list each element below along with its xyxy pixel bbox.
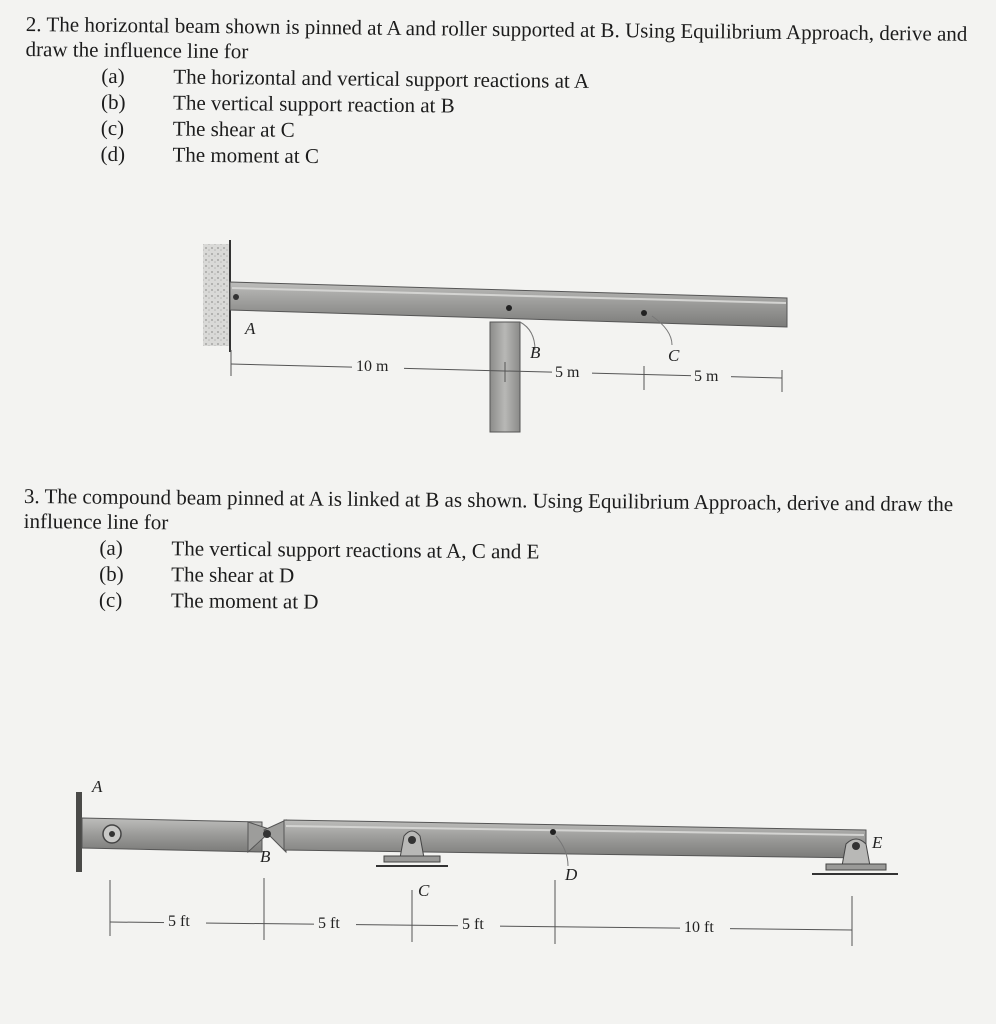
item-text: The vertical support reactions at A, C and E: [171, 536, 540, 564]
label-a: A: [245, 319, 256, 338]
dim-5m-1: 5 m: [555, 364, 580, 381]
problem-3-number: 3.: [23, 484, 40, 509]
wall-support: [203, 244, 231, 346]
figure-3: [76, 777, 898, 946]
dim-5ft-2: 5 ft: [318, 915, 340, 932]
hinge-b-pin: [263, 830, 271, 838]
item-text: The moment at C: [172, 142, 320, 169]
item-text: The horizontal and vertical support reactions at A: [173, 64, 590, 93]
item-text: The shear at D: [171, 562, 295, 588]
item-label: (b): [99, 561, 124, 586]
dim-5ft-3: 5 ft: [462, 916, 484, 933]
item-text: The vertical support reaction at B: [172, 90, 455, 118]
point-b-marker: [506, 305, 512, 311]
item-label: (a): [99, 535, 123, 560]
item-label: (c): [100, 115, 125, 141]
problem-2-number: 2.: [25, 12, 42, 37]
item-label: (b): [100, 89, 126, 115]
item-label: (d): [100, 141, 126, 167]
item-text: The shear at C: [172, 116, 295, 142]
label-c: C: [418, 881, 430, 900]
beam-be: [284, 820, 866, 858]
label-b: B: [530, 343, 541, 362]
item-label: (a): [101, 63, 125, 89]
dim-5ft-1: 5 ft: [168, 913, 190, 930]
label-c: C: [668, 346, 680, 365]
label-d: D: [565, 865, 578, 884]
wall-plate-a: [76, 792, 82, 872]
pin-a: [233, 294, 239, 300]
figure-2: [203, 240, 787, 432]
dim-10m: 10 m: [356, 358, 389, 375]
dim-10ft: 10 ft: [684, 919, 714, 936]
support-e-pin: [852, 842, 860, 850]
support-e-base: [826, 864, 886, 870]
point-c-marker: [641, 310, 647, 316]
support-c-base: [384, 856, 440, 862]
label-e: E: [872, 833, 883, 852]
problem-3-intro: The compound beam pinned at A is linked at B as shown. Using Equilibrium Approach, derive and draw the influence line for: [23, 484, 954, 535]
beam: [230, 282, 787, 327]
support-c-pin: [408, 836, 416, 844]
label-a: A: [92, 777, 103, 796]
item-label: (c): [98, 587, 123, 612]
label-b: B: [260, 847, 271, 866]
point-d-marker: [550, 829, 556, 835]
problem-2-intro: The horizontal beam shown is pinned at A and roller supported at B. Using Equilibrium Approach, derive and draw the influence line for: [25, 12, 968, 64]
dim-5m-2: 5 m: [694, 368, 719, 385]
pin-a: [109, 831, 115, 837]
item-text: The moment at D: [170, 588, 319, 614]
